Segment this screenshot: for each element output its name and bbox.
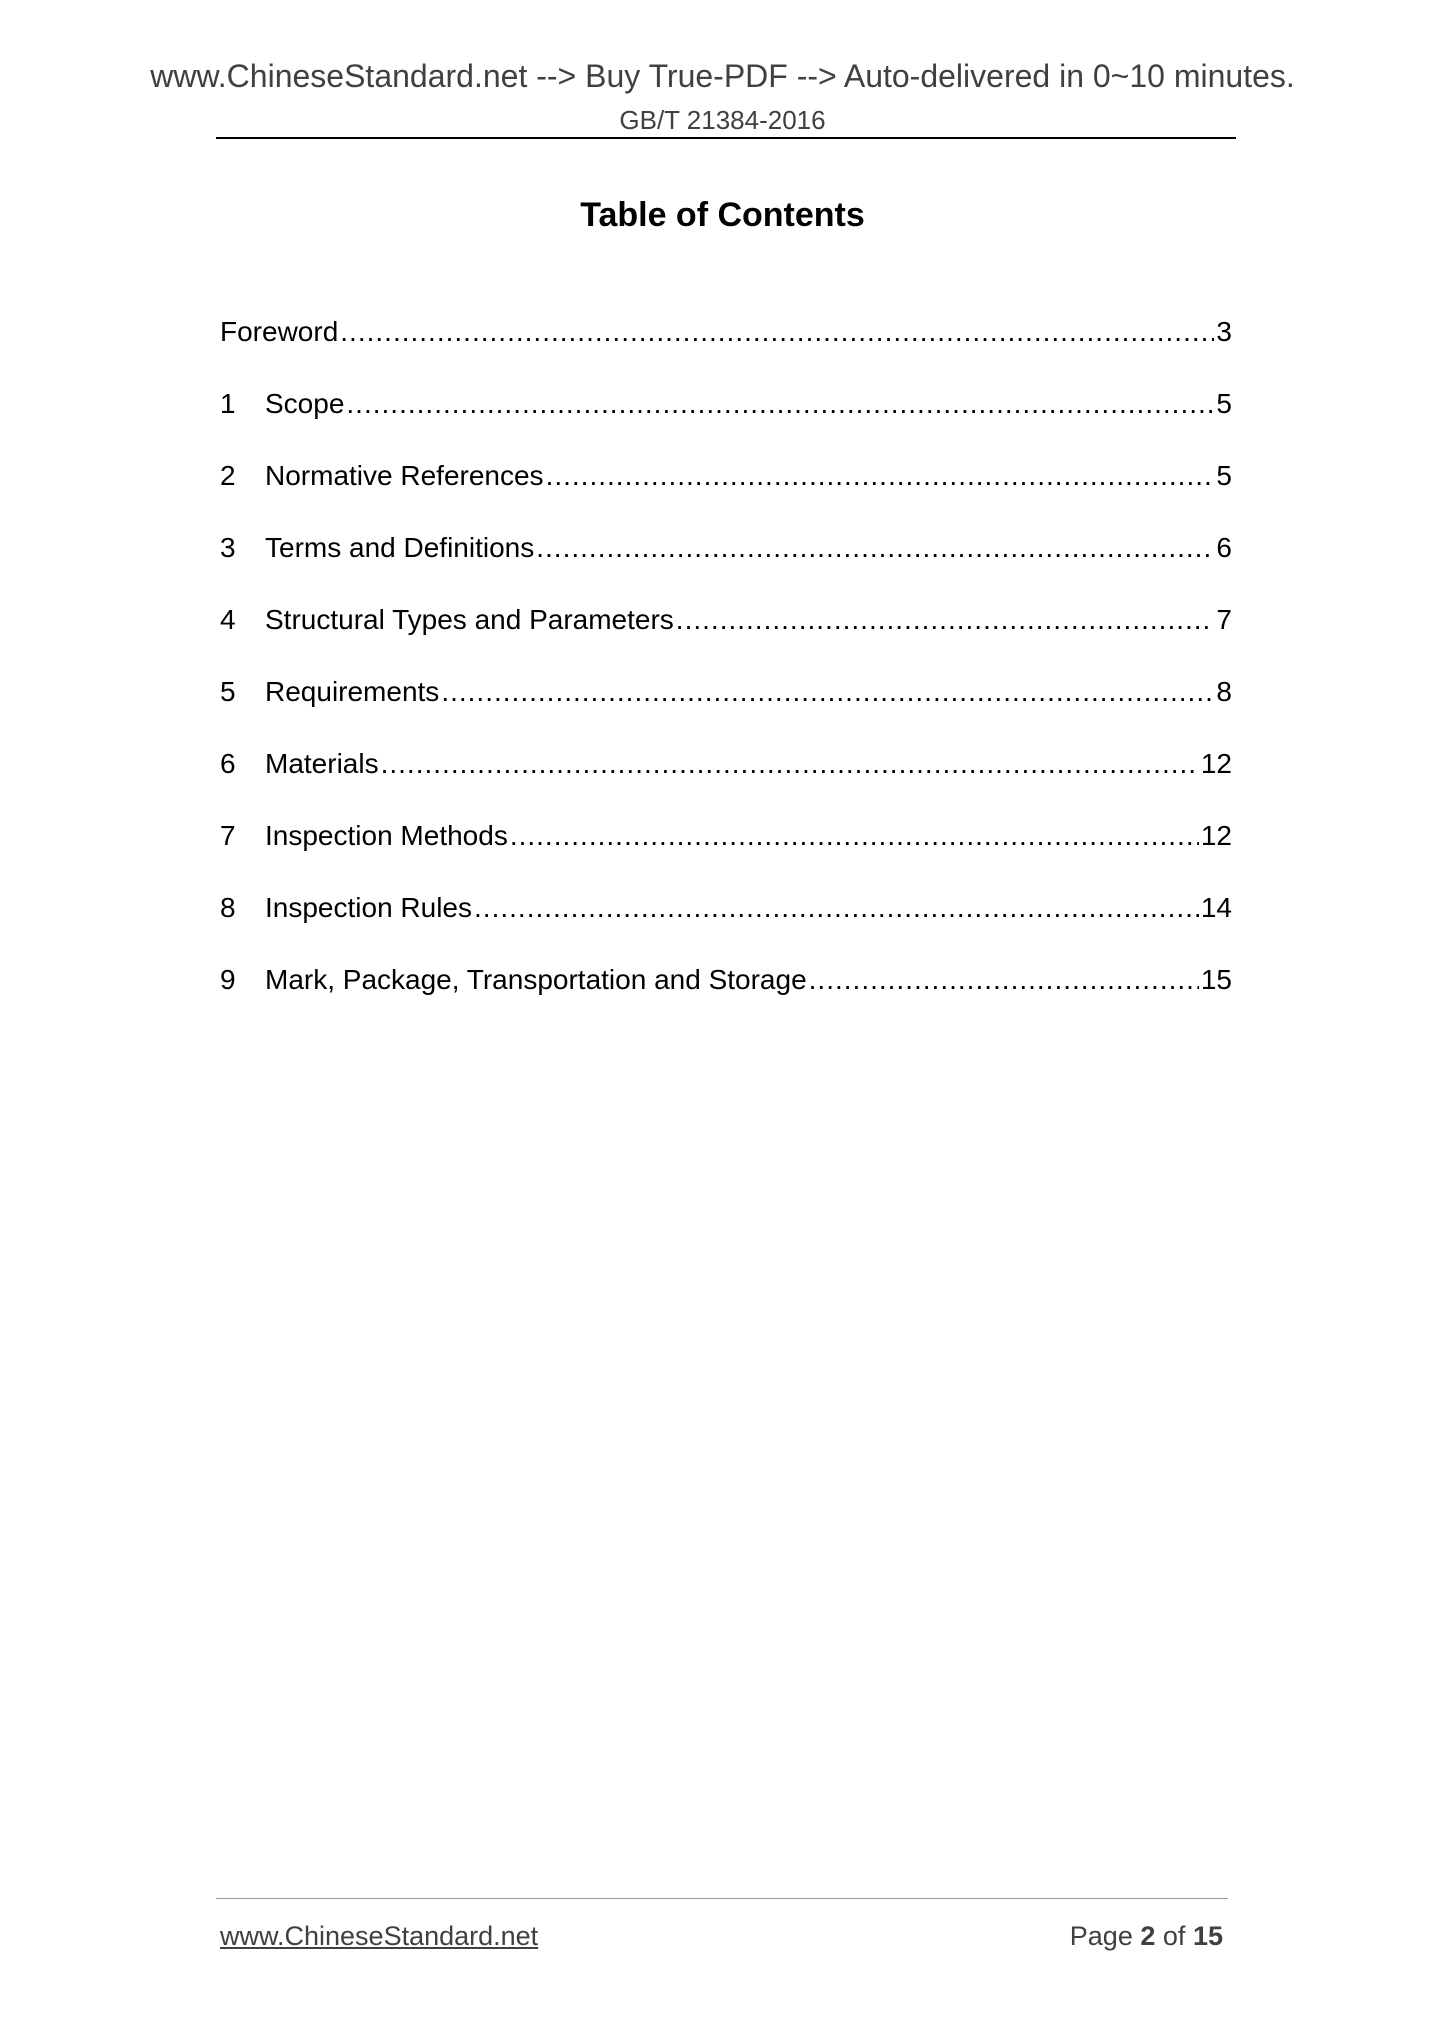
toc-leader-dots — [441, 672, 1214, 712]
table-of-contents — [220, 312, 1232, 1032]
toc-entry-page: 12 — [1200, 820, 1232, 851]
toc-entry-mark-package[interactable] — [220, 960, 1232, 1032]
toc-entry-number: 9 — [220, 964, 236, 995]
toc-entry-number: 6 — [220, 748, 236, 779]
toc-entry-page: 8 — [1216, 676, 1232, 707]
toc-entry-label: Mark, Package, Transportation and Storage — [265, 964, 807, 995]
page-number — [1070, 1918, 1223, 1954]
toc-entry-label: Scope — [265, 388, 345, 419]
toc-entry-foreword[interactable] — [220, 312, 1232, 384]
toc-leader-dots — [546, 456, 1215, 496]
toc-leader-dots — [536, 528, 1214, 568]
toc-entry-terms-and-definitions[interactable] — [220, 528, 1232, 600]
toc-entry-number: 1 — [220, 388, 236, 419]
toc-entry-page: 5 — [1216, 460, 1232, 491]
toc-leader-dots — [474, 888, 1199, 928]
toc-leader-dots — [809, 960, 1199, 1000]
header-divider — [216, 137, 1236, 139]
toc-entry-inspection-rules[interactable] — [220, 888, 1232, 960]
toc-entry-number: 2 — [220, 460, 236, 491]
toc-entry-label: Inspection Methods — [265, 820, 508, 851]
toc-entry-page: 14 — [1200, 892, 1232, 923]
toc-entry-normative-references[interactable] — [220, 456, 1232, 528]
toc-entry-number: 5 — [220, 676, 236, 707]
header-banner: www.ChineseStandard.net --> Buy True-PDF --> Auto-delivered in 0~10 minutes. — [150, 58, 1295, 94]
toc-entry-number: 8 — [220, 892, 236, 923]
footer-website-link[interactable]: www.ChineseStandard.net — [220, 1921, 539, 1951]
toc-entry-page: 6 — [1216, 532, 1232, 563]
page-of: of — [1162, 1921, 1186, 1951]
page-title: Table of Contents — [580, 196, 865, 234]
toc-leader-dots — [340, 312, 1214, 352]
toc-entry-scope[interactable] — [220, 384, 1232, 456]
toc-entry-materials[interactable] — [220, 744, 1232, 816]
toc-entry-label: Requirements — [265, 676, 440, 707]
toc-entry-page: 5 — [1216, 388, 1232, 419]
toc-leader-dots — [676, 600, 1215, 640]
toc-entry-label: Structural Types and Parameters — [265, 604, 674, 635]
toc-entry-number: 4 — [220, 604, 236, 635]
toc-entry-structural-types[interactable] — [220, 600, 1232, 672]
toc-leader-dots — [510, 816, 1199, 856]
toc-leader-dots — [381, 744, 1199, 784]
toc-leader-dots — [346, 384, 1214, 424]
toc-entry-requirements[interactable] — [220, 672, 1232, 744]
toc-entry-label: Foreword — [220, 316, 339, 347]
toc-entry-number: 3 — [220, 532, 236, 563]
toc-entry-inspection-methods[interactable] — [220, 816, 1232, 888]
toc-entry-page: 7 — [1216, 604, 1232, 635]
page-total: 15 — [1192, 1921, 1223, 1951]
toc-entry-page: 3 — [1216, 316, 1232, 347]
toc-entry-page: 12 — [1200, 748, 1232, 779]
page-prefix: Page — [1069, 1921, 1133, 1951]
toc-entry-number: 7 — [220, 820, 236, 851]
standard-code: GB/T 21384-2016 — [619, 105, 826, 135]
toc-entry-label: Normative References — [265, 460, 544, 491]
toc-entry-label: Terms and Definitions — [265, 532, 535, 563]
toc-entry-page: 15 — [1200, 964, 1232, 995]
footer-divider — [216, 1898, 1228, 1899]
toc-entry-label: Inspection Rules — [265, 892, 473, 923]
toc-entry-label: Materials — [265, 748, 379, 779]
page-current: 2 — [1140, 1921, 1156, 1951]
